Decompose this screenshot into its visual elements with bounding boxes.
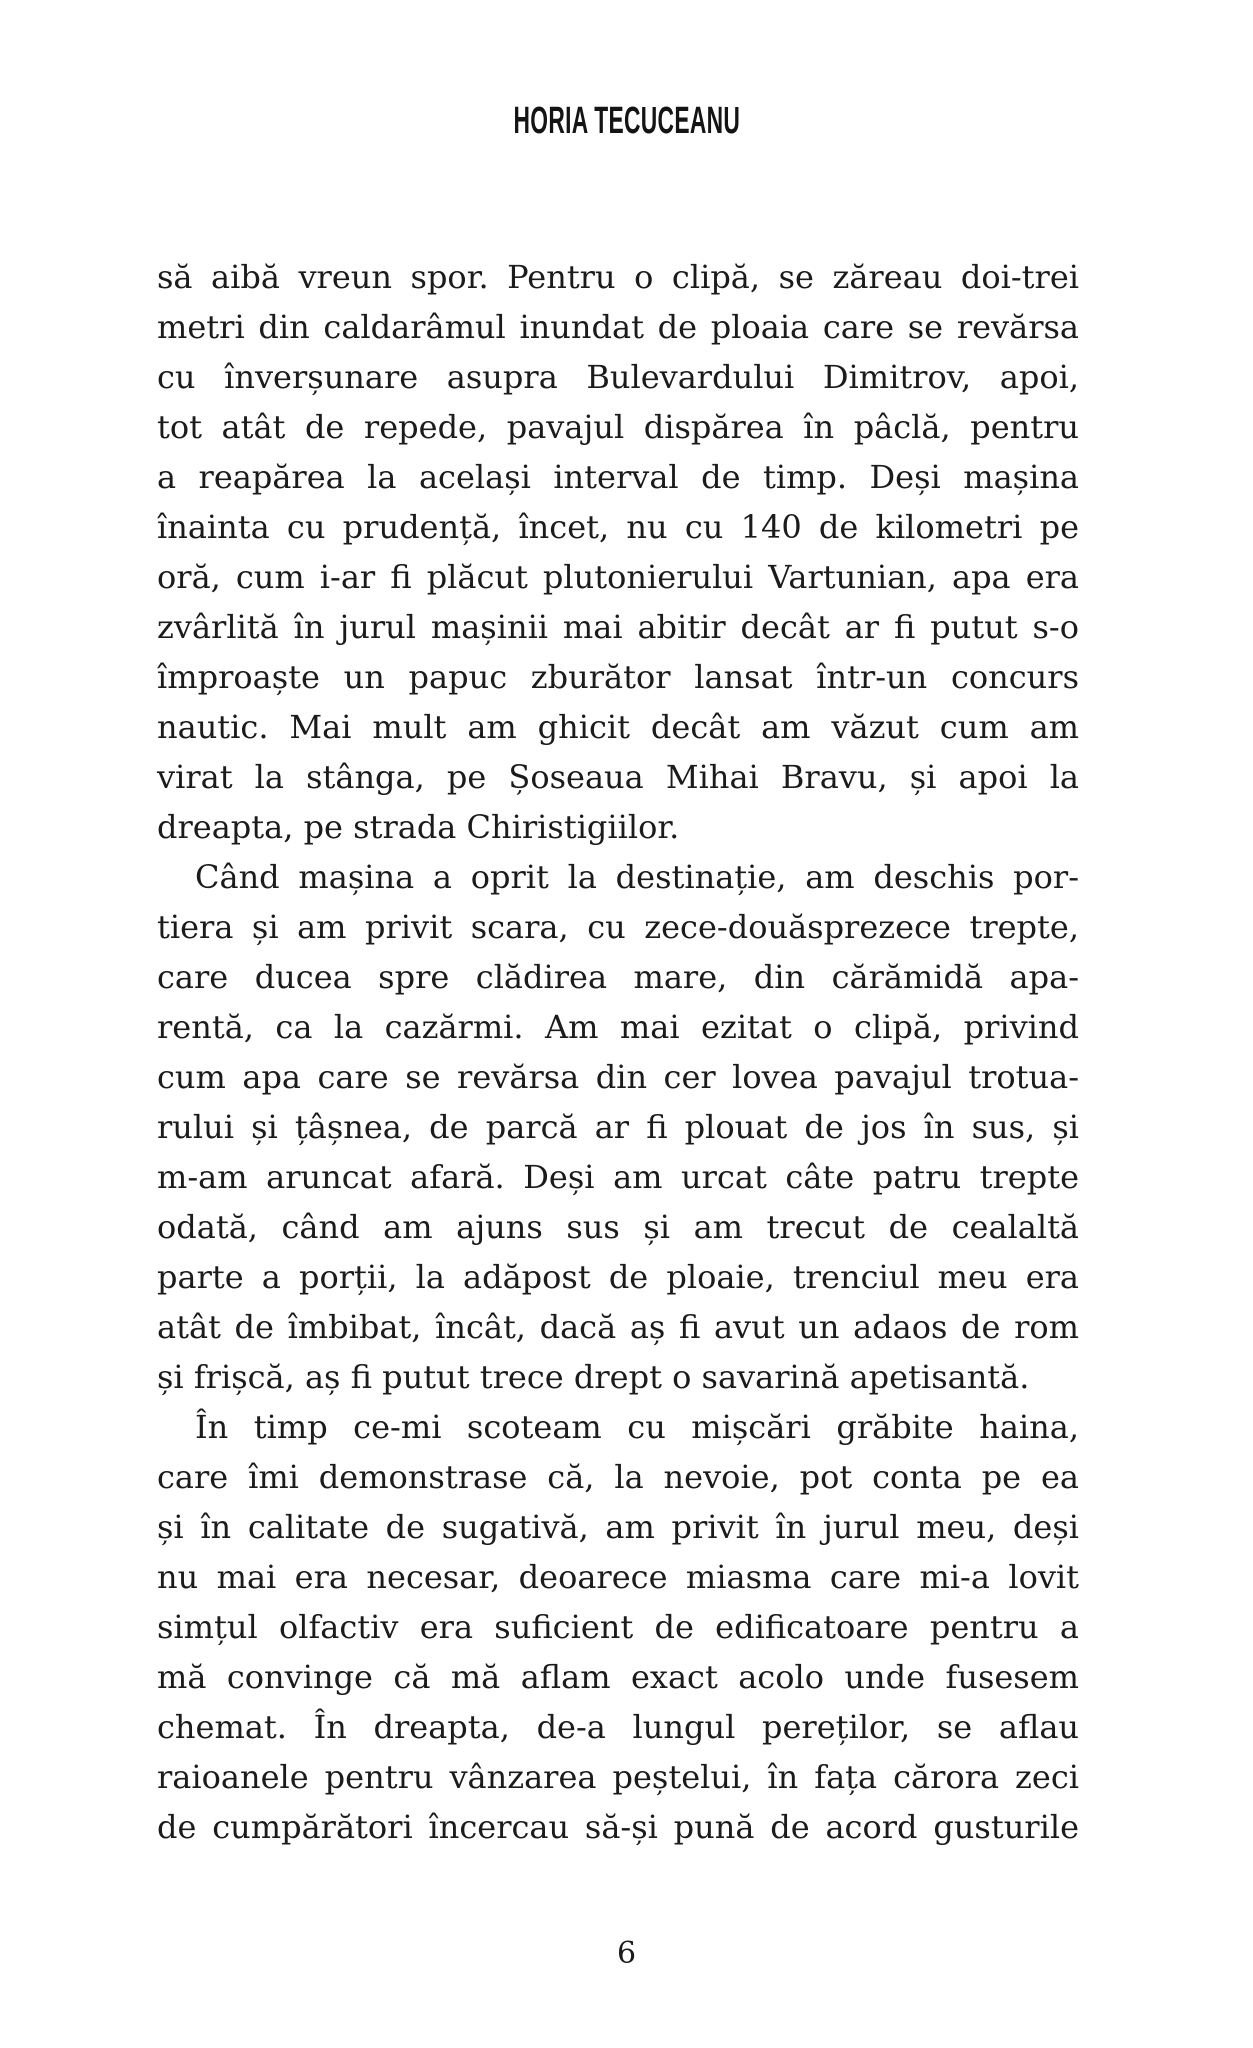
text-line: mă convinge că mă aflam exact acolo unde fusesem xyxy=(157,1658,1079,1696)
paragraph-3 xyxy=(157,1402,1079,1852)
text-line: și frișcă, aș fi putut trece drept o savarină apetisantă. xyxy=(157,1358,1030,1396)
text-line: m-am aruncat afară. Deși am urcat câte patru trepte xyxy=(157,1158,1079,1196)
text-line: cum apa care se revărsa din cer lovea pavajul trotua- xyxy=(157,1058,1079,1096)
text-line: simțul olfactiv era suficient de edificatoare pentru a xyxy=(157,1608,1079,1646)
text-line: care îmi demonstrase că, la nevoie, pot conta pe ea xyxy=(157,1458,1079,1496)
text-line: odată, când am ajuns sus și am trecut de cealaltă xyxy=(157,1208,1079,1246)
text-line: rului și țâșnea, de parcă ar fi plouat de jos în sus, și xyxy=(157,1108,1079,1146)
text-line: care ducea spre clădirea mare, din cărămidă apa- xyxy=(157,958,1079,996)
text-line: atât de îmbibat, încât, dacă aș fi avut un adaos de rom xyxy=(157,1308,1079,1346)
text-line: tot atât de repede, pavajul dispărea în pâclă, pentru xyxy=(157,408,1079,446)
page-number: 6 xyxy=(616,1936,637,1971)
body-text xyxy=(157,252,1079,1852)
running-header xyxy=(0,100,1253,143)
text-line: înainta cu prudență, încet, nu cu 140 de kilometri pe xyxy=(157,508,1079,546)
text-line: să aibă vreun spor. Pentru o clipă, se zăreau doi-trei xyxy=(157,258,1079,296)
text-line: chemat. În dreapta, de-a lungul pereților, se aflau xyxy=(157,1708,1079,1746)
text-line: rentă, ca la cazărmi. Am mai ezitat o clipă, privind xyxy=(157,1008,1079,1046)
text-line: nautic. Mai mult am ghicit decât am văzut cum am xyxy=(157,708,1079,746)
author-name: HORIA TECUCEANU xyxy=(513,100,740,142)
paragraph-1 xyxy=(157,252,1079,852)
text-line: împroaște un papuc zburător lansat într-un concurs xyxy=(157,658,1079,696)
text-line: cu înverșunare asupra Bulevardului Dimitrov, apoi, xyxy=(157,358,1079,396)
text-line: raioanele pentru vânzarea peștelui, în fața cărora zeci xyxy=(157,1758,1079,1796)
text-line: dreapta, pe strada Chiristigiilor. xyxy=(157,808,680,846)
text-line: tiera și am privit scara, cu zece-douăsprezece trepte, xyxy=(157,908,1079,946)
text-line: oră, cum i-ar fi plăcut plutonierului Vartunian, apa era xyxy=(157,558,1079,596)
text-line: virat la stânga, pe Șoseaua Mihai Bravu, și apoi la xyxy=(157,758,1079,796)
text-line: și în calitate de sugativă, am privit în jurul meu, deși xyxy=(157,1508,1079,1546)
text-line: zvârlită în jurul mașinii mai abitir decât ar fi putut s-o xyxy=(157,608,1079,646)
text-line: a reapărea la același interval de timp. Deși mașina xyxy=(157,458,1079,496)
paragraph-2 xyxy=(157,852,1079,1402)
text-line: parte a porții, la adăpost de ploaie, trenciul meu era xyxy=(157,1258,1079,1296)
text-line: Când mașina a oprit la destinație, am deschis por- xyxy=(195,858,1079,896)
text-line: nu mai era necesar, deoarece miasma care mi-a lovit xyxy=(157,1558,1079,1596)
text-line: În timp ce-mi scoteam cu mișcări grăbite haina, xyxy=(195,1408,1079,1446)
text-line: metri din caldarâmul inundat de ploaia care se revărsa xyxy=(157,308,1079,346)
text-line: de cumpărători încercau să-și pună de acord gusturile xyxy=(157,1808,1079,1846)
